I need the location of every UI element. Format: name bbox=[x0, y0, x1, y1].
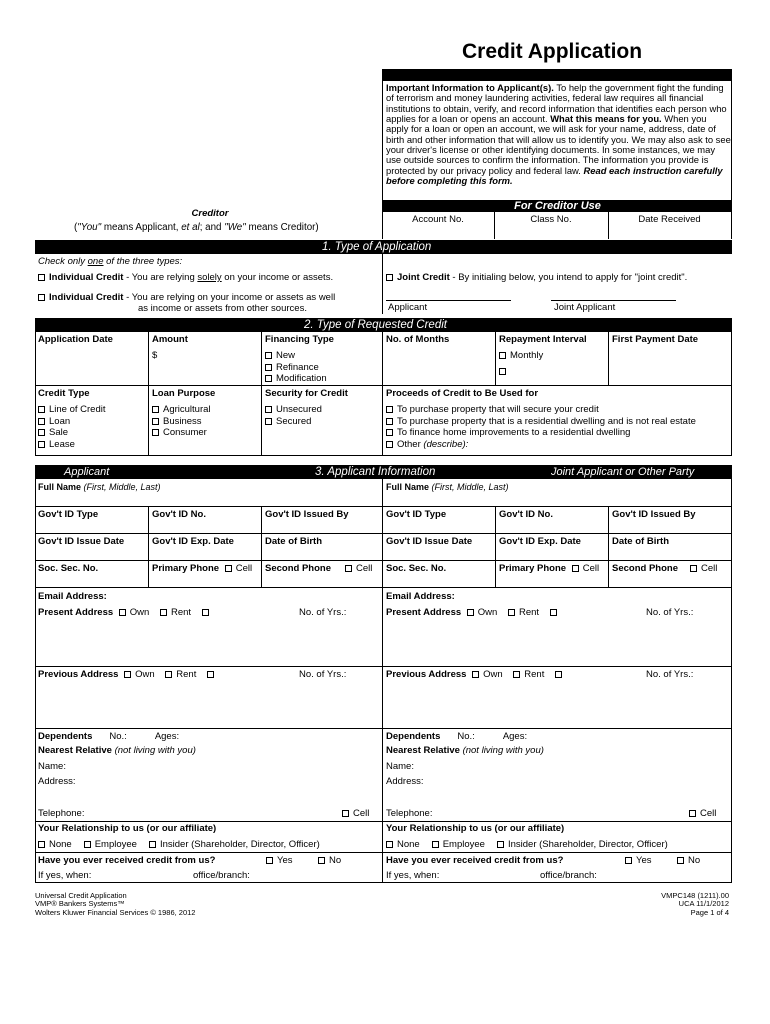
checkbox-icon[interactable] bbox=[38, 294, 45, 301]
checkbox-icon[interactable] bbox=[149, 841, 156, 848]
checkbox-icon[interactable] bbox=[345, 565, 352, 572]
for-creditor-use-header: For Creditor Use bbox=[383, 200, 732, 212]
checkbox-icon[interactable] bbox=[225, 565, 232, 572]
applicant-received-credit-label: Have you ever received credit from us? bbox=[38, 855, 216, 866]
checkbox-icon[interactable] bbox=[386, 441, 393, 448]
applicant-relative-address: Address: bbox=[38, 776, 76, 787]
joint-previous-yrs: No. of Yrs.: bbox=[646, 669, 694, 680]
security-secured[interactable]: Secured bbox=[265, 416, 311, 427]
checkbox-icon[interactable] bbox=[265, 406, 272, 413]
joint-full-name-label: Full Name (First, Middle, Last) bbox=[386, 482, 509, 492]
joint-party-header: Joint Applicant or Other Party bbox=[551, 466, 695, 478]
checkbox-icon[interactable] bbox=[207, 671, 214, 678]
account-no-label: Account No. bbox=[412, 214, 464, 225]
checkbox-icon[interactable] bbox=[265, 352, 272, 359]
security-label: Security for Credit bbox=[265, 388, 348, 399]
joint-relative-cell: Cell bbox=[689, 808, 716, 819]
checkbox-icon[interactable] bbox=[467, 609, 474, 616]
checkbox-icon[interactable] bbox=[513, 671, 520, 678]
applicant-second-phone-label: Second Phone Cell bbox=[265, 563, 373, 574]
joint-gov-id-type-label: Gov't ID Type bbox=[386, 509, 447, 520]
repayment-interval-label: Repayment Interval bbox=[499, 334, 587, 345]
applicant-gov-id-type-label: Gov't ID Type bbox=[38, 509, 99, 520]
proceeds-label: Proceeds of Credit to Be Used for bbox=[386, 388, 539, 399]
loan-purpose-consumer[interactable]: Consumer bbox=[152, 427, 207, 438]
applicant-initial-label: Applicant bbox=[388, 302, 428, 313]
checkbox-icon[interactable] bbox=[265, 364, 272, 371]
joint-received-no[interactable]: No bbox=[677, 855, 700, 866]
check-only-one: Check only one of the three types: bbox=[38, 256, 183, 267]
applicant-nearest-relative: Nearest Relative (not living with you) bbox=[38, 745, 196, 756]
credit-type-label: Credit Type bbox=[38, 388, 90, 399]
checkbox-icon[interactable] bbox=[38, 406, 45, 413]
checkbox-icon[interactable] bbox=[84, 841, 91, 848]
class-no-label: Class No. bbox=[530, 214, 572, 225]
checkbox-icon[interactable] bbox=[499, 368, 506, 375]
proceeds-opt-1[interactable]: To purchase property that will secure your credit bbox=[386, 404, 599, 415]
checkbox-icon[interactable] bbox=[152, 418, 159, 425]
checkbox-icon[interactable] bbox=[342, 810, 349, 817]
read-each-note: Read each instruction carefully before completing this form. bbox=[386, 164, 723, 187]
checkbox-icon[interactable] bbox=[690, 565, 697, 572]
credit-type-sale[interactable]: Sale bbox=[38, 427, 68, 438]
applicant-dob-label: Date of Birth bbox=[265, 536, 322, 547]
footer-right: VMPC148 (1211).00 UCA 11/1/2012 Page 1 of 4 bbox=[661, 891, 729, 917]
joint-gov-id-no-label: Gov't ID No. bbox=[499, 509, 553, 520]
application-date-label: Application Date bbox=[38, 334, 113, 345]
applicant-gov-id-issued-by-label: Gov't ID Issued By bbox=[265, 509, 349, 520]
checkbox-icon[interactable] bbox=[265, 375, 272, 382]
checkbox-icon[interactable] bbox=[124, 671, 131, 678]
individual-credit-other[interactable]: Individual Credit - You are relying on your income or assets as well bbox=[38, 292, 335, 303]
joint-received-credit-label: Have you ever received credit from us? bbox=[386, 855, 564, 866]
checkbox-icon[interactable] bbox=[386, 841, 393, 848]
individual-credit-solely[interactable]: Individual Credit - You are relying solely on your income or assets. bbox=[38, 272, 333, 283]
amount-dollar: $ bbox=[152, 350, 158, 361]
applicant-received-yes[interactable]: Yes bbox=[266, 855, 293, 866]
loan-purpose-business[interactable]: Business bbox=[152, 416, 202, 427]
repayment-opt-monthly[interactable]: Monthly bbox=[499, 350, 543, 361]
checkbox-icon[interactable] bbox=[119, 609, 126, 616]
checkbox-icon[interactable] bbox=[386, 274, 393, 281]
joint-relative-telephone: Telephone: bbox=[386, 808, 433, 819]
applicant-present-address: Present Address Own Rent bbox=[38, 607, 213, 618]
page-title: Credit Application bbox=[462, 40, 643, 63]
checkbox-icon[interactable] bbox=[165, 671, 172, 678]
checkbox-icon[interactable] bbox=[38, 429, 45, 436]
no-of-months-label: No. of Months bbox=[386, 334, 450, 345]
joint-gov-id-exp-date-label: Gov't ID Exp. Date bbox=[499, 536, 581, 547]
checkbox-icon[interactable] bbox=[497, 841, 504, 848]
checkbox-icon[interactable] bbox=[555, 671, 562, 678]
checkbox-icon[interactable] bbox=[386, 429, 393, 436]
joint-primary-phone-label: Primary Phone Cell bbox=[499, 563, 600, 574]
section-1-header: 1. Type of Application bbox=[322, 241, 432, 253]
loan-purpose-agricultural[interactable]: Agricultural bbox=[152, 404, 211, 415]
important-text-1: To help the government fight the funding of terrorism and money laundering activities, federal law requires all financial institutions to obtain, verify, and record information that identifies each person who applies for a loan or opens an account. bbox=[386, 82, 727, 125]
joint-previous-address: Previous Address Own Rent bbox=[386, 669, 566, 680]
credit-type-line[interactable]: Line of Credit bbox=[38, 404, 106, 415]
proceeds-opt-3[interactable]: To finance home improvements to a residential dwelling bbox=[386, 427, 630, 438]
checkbox-icon[interactable] bbox=[265, 418, 272, 425]
security-unsecured[interactable]: Unsecured bbox=[265, 404, 322, 415]
applicant-previous-yrs: No. of Yrs.: bbox=[299, 669, 347, 680]
checkbox-icon[interactable] bbox=[38, 274, 45, 281]
applicant-previous-address: Previous Address Own Rent bbox=[38, 669, 218, 680]
section-3-header: 3. Applicant Information bbox=[315, 466, 436, 478]
joint-credit[interactable]: Joint Credit - By initialing below, you intend to apply for "joint credit". bbox=[386, 272, 687, 283]
applicant-present-yrs: No. of Yrs.: bbox=[299, 607, 347, 618]
loan-purpose-label: Loan Purpose bbox=[152, 388, 216, 399]
joint-relative-name: Name: bbox=[386, 761, 414, 772]
applicant-relative-cell: Cell bbox=[342, 808, 369, 819]
checkbox-icon[interactable] bbox=[472, 671, 479, 678]
joint-dob-label: Date of Birth bbox=[612, 536, 669, 547]
applicant-full-name-label: Full Name (First, Middle, Last) bbox=[38, 482, 161, 492]
joint-received-yes[interactable]: Yes bbox=[625, 855, 652, 866]
important-info-text bbox=[386, 83, 731, 186]
checkbox-icon[interactable] bbox=[38, 841, 45, 848]
applicant-office: office/branch: bbox=[193, 870, 250, 881]
credit-type-loan[interactable]: Loan bbox=[38, 416, 70, 427]
important-heading: Important Information to Applicant(s). bbox=[386, 82, 554, 93]
checkbox-icon[interactable] bbox=[508, 609, 515, 616]
joint-email-label: Email Address: bbox=[386, 591, 455, 602]
checkbox-icon[interactable] bbox=[677, 857, 684, 864]
joint-present-address: Present Address Own Rent bbox=[386, 607, 561, 618]
financing-opt-refinance[interactable]: Refinance bbox=[265, 362, 319, 373]
joint-ssn-label: Soc. Sec. No. bbox=[386, 563, 447, 574]
joint-dependents: Dependents No.: Ages: bbox=[386, 731, 528, 742]
checkbox-icon[interactable] bbox=[318, 857, 325, 864]
checkbox-icon[interactable] bbox=[689, 810, 696, 817]
checkbox-icon[interactable] bbox=[432, 841, 439, 848]
joint-office: office/branch: bbox=[540, 870, 597, 881]
checkbox-icon[interactable] bbox=[152, 429, 159, 436]
checkbox-icon[interactable] bbox=[38, 441, 45, 448]
applicant-if-yes: If yes, when: bbox=[38, 870, 92, 881]
joint-applicant-initial-label: Joint Applicant bbox=[554, 302, 616, 313]
checkbox-icon[interactable] bbox=[202, 609, 209, 616]
checkbox-icon[interactable] bbox=[499, 352, 506, 359]
checkbox-icon[interactable] bbox=[625, 857, 632, 864]
applicant-relative-name: Name: bbox=[38, 761, 66, 772]
applicant-relationship-label: Your Relationship to us (or our affiliate) bbox=[38, 823, 217, 834]
joint-gov-id-issue-date-label: Gov't ID Issue Date bbox=[386, 536, 473, 547]
applicant-received-no[interactable]: No bbox=[318, 855, 341, 866]
means-heading: What this means for you. bbox=[550, 113, 662, 125]
joint-gov-id-issued-by-label: Gov't ID Issued By bbox=[612, 509, 696, 520]
proceeds-opt-2[interactable]: To purchase property that is a residential dwelling and is not real estate bbox=[386, 416, 696, 427]
financing-type-label: Financing Type bbox=[265, 334, 334, 345]
checkbox-icon[interactable] bbox=[152, 406, 159, 413]
joint-relationship-label: Your Relationship to us (or our affiliate) bbox=[386, 823, 565, 834]
section-2-header: 2. Type of Requested Credit bbox=[304, 319, 447, 331]
joint-nearest-relative: Nearest Relative (not living with you) bbox=[386, 745, 544, 756]
creditor-definition: ("You" means Applicant, et al; and "We" means Creditor) bbox=[74, 222, 319, 233]
applicant-ssn-label: Soc. Sec. No. bbox=[38, 563, 99, 574]
joint-relative-address: Address: bbox=[386, 776, 424, 787]
checkbox-icon[interactable] bbox=[386, 406, 393, 413]
applicant-relationship-options: None Employee Insider (Shareholder, Director, Officer) bbox=[38, 839, 320, 850]
checkbox-icon[interactable] bbox=[386, 418, 393, 425]
checkbox-icon[interactable] bbox=[160, 609, 167, 616]
date-received-label: Date Received bbox=[638, 214, 701, 225]
checkbox-icon[interactable] bbox=[572, 565, 579, 572]
joint-if-yes: If yes, when: bbox=[386, 870, 440, 881]
creditor-label: Creditor bbox=[191, 208, 229, 219]
first-payment-date-label: First Payment Date bbox=[612, 334, 699, 345]
applicant-email-label: Email Address: bbox=[38, 591, 107, 602]
proceeds-other[interactable]: Other (describe): bbox=[386, 439, 468, 450]
applicant-primary-phone-label: Primary Phone Cell bbox=[152, 563, 253, 574]
individual-credit-other-line2: as income or assets from other sources. bbox=[138, 303, 307, 314]
applicant-gov-id-exp-date-label: Gov't ID Exp. Date bbox=[152, 536, 234, 547]
repayment-opt-other[interactable] bbox=[499, 366, 510, 377]
important-text-2: When you apply for a loan or open an account, we will ask for your name, address, date of birth and other information that will allow us to identify you. We may also ask to see your driver's license or other identifying documents. In some instances, we may use outside sources to confirm the information. The information you provide is protected by our privacy policy and federal law. bbox=[386, 113, 731, 176]
applicant-header: Applicant bbox=[64, 466, 110, 478]
checkbox-icon[interactable] bbox=[550, 609, 557, 616]
important-info-bar bbox=[383, 69, 732, 81]
joint-relationship-options: None Employee Insider (Shareholder, Director, Officer) bbox=[386, 839, 668, 850]
applicant-dependents: Dependents No.: Ages: bbox=[38, 731, 180, 742]
joint-present-yrs: No. of Yrs.: bbox=[646, 607, 694, 618]
credit-type-lease[interactable]: Lease bbox=[38, 439, 75, 450]
financing-opt-new[interactable]: New bbox=[265, 350, 295, 361]
applicant-gov-id-no-label: Gov't ID No. bbox=[152, 509, 206, 520]
checkbox-icon[interactable] bbox=[266, 857, 273, 864]
checkbox-icon[interactable] bbox=[38, 418, 45, 425]
footer-left: Universal Credit Application VMP® Bankers Systems™ Wolters Kluwer Financial Services © 1986, 2012 bbox=[35, 891, 196, 917]
financing-opt-modification[interactable]: Modification bbox=[265, 373, 327, 384]
applicant-gov-id-issue-date-label: Gov't ID Issue Date bbox=[38, 536, 125, 547]
joint-second-phone-label: Second Phone Cell bbox=[612, 563, 718, 574]
applicant-relative-telephone: Telephone: bbox=[38, 808, 85, 819]
amount-label: Amount bbox=[152, 334, 188, 345]
